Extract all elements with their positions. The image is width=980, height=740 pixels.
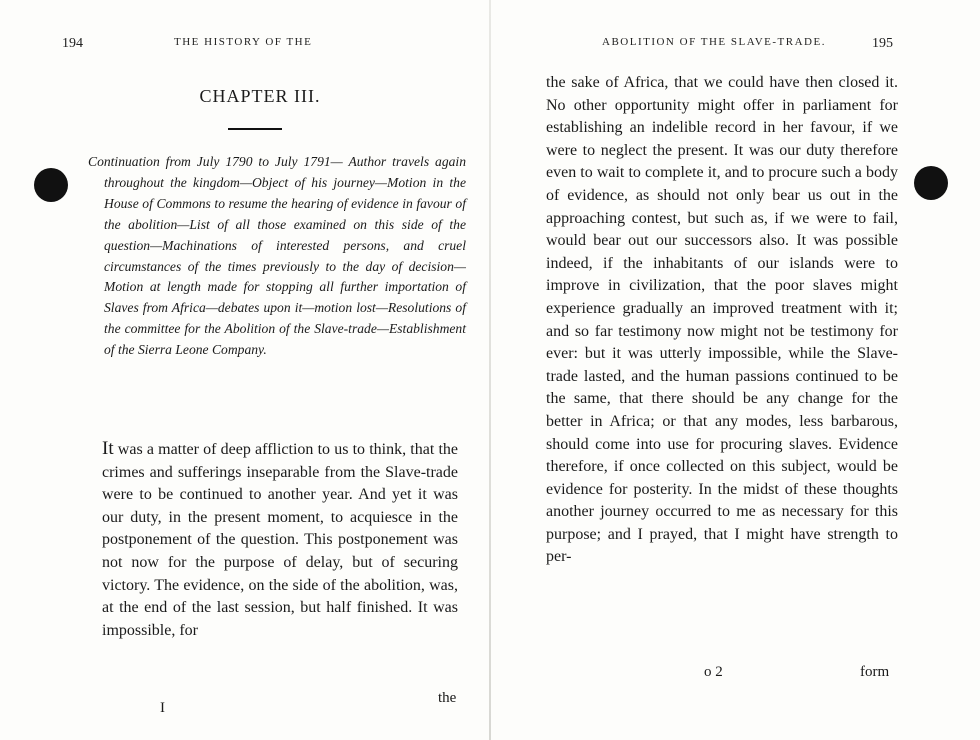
right-signature-mark: o 2 <box>704 664 723 680</box>
left-running-head: THE HISTORY OF THE <box>174 36 313 48</box>
summary-first-line: Continuation from July 1790 to July 1791— <box>88 154 343 169</box>
right-body-text: the sake of Africa, that we could have then closed it. No other opportunity might offer in parliament for establishing an indelible record in her favour, if we were to neglect the present. It was our duty therefore even to wait to complete it, and to procure such a body of evidence, as should not only bear us out in the approaching contest, but such as, if we were to fail, would bear out our successors also. It was possible indeed, if the inhabitants of our islands were to improve in civilization, that the poor slaves might experience gradually an improved treatment with it; and so far testimony now might not be testimony for ever: but it was utterly impossible, while the Slave-trade lasted, and the human passions continued to be the same, that there should be any change for the better in Africa; or that any modes, less barbarous, should come into use for procuring slaves. Evidence therefore, if once collected on this subject, would be evidence for posterity. In the midst of these thoughts another journey occurred to me as necessary for this purpose; and I prayed, that I might have strength to per- <box>546 74 898 566</box>
binding-hole-left <box>34 168 68 202</box>
left-signature-mark: I <box>160 700 165 716</box>
left-catchword: the <box>438 690 457 706</box>
left-body-text <box>102 438 458 642</box>
chapter-rule <box>228 128 282 130</box>
drop-cap: It <box>102 438 114 459</box>
summary-text: Author travels again throughout the kingdom—Object of his journey—Motion in the House of Commons to resume the hearing of evidence in favour of the abolition—List of all those examined on this side of the question—Machinations of interested persons, and cruel circumstances of the times previously to the day of decision—Motion at length made for stopping all further importation of Slaves from Africa—debates upon it—motion lost—Resolutions of the committee for the Abolition of the Slave-trade—Establishment of the Sierra Leone Company. <box>104 154 466 358</box>
chapter-summary <box>88 152 466 361</box>
right-page-number: 195 <box>872 36 893 51</box>
left-paragraph: was a matter of deep affliction to us to think, that the crimes and sufferings inseparable from the Slave-trade were to be continued to another year. And yet it was our duty, in the present moment, to acquiesce in the postponement of the question. This postponement was not now for the purpose of delay, but of securing victory. The evidence, on the side of the abolition, was, at the end of the last session, but half finished. It was impossible, for <box>102 441 458 639</box>
right-catchword: form <box>860 664 890 680</box>
right-running-head: ABOLITION OF THE SLAVE-TRADE. <box>602 36 826 48</box>
binding-hole-right <box>914 166 948 200</box>
left-page-number: 194 <box>62 36 83 51</box>
right-page <box>490 0 980 740</box>
chapter-title: CHAPTER III. <box>199 86 321 106</box>
